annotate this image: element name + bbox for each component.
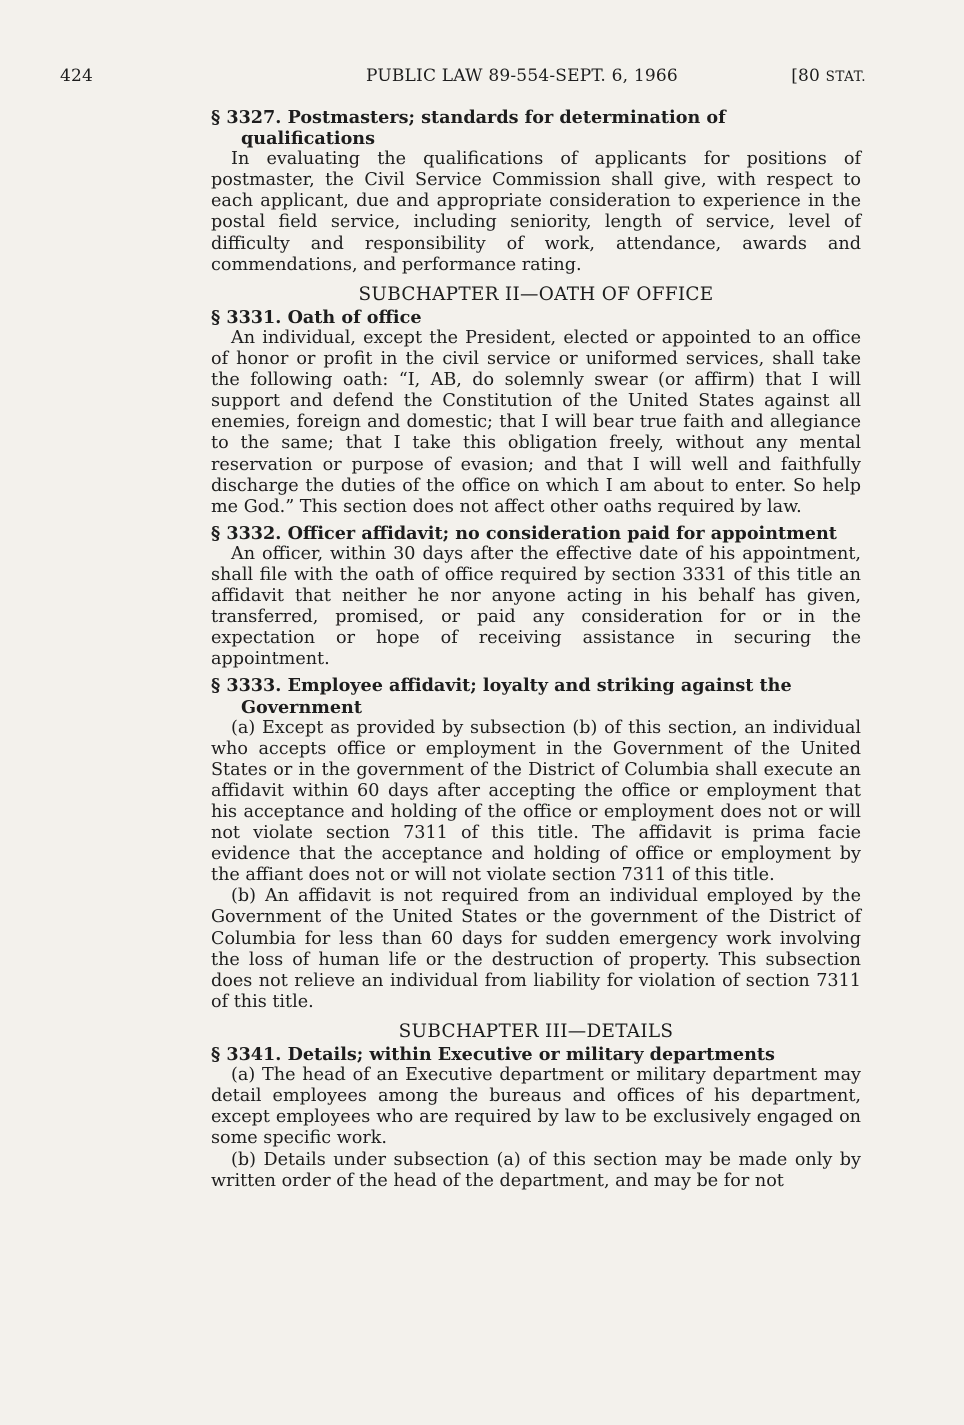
section-title: Postmasters; standards for determination of qualifications [241,107,726,150]
statute-volume: [80 [791,66,826,86]
section-number: § 3332. [211,522,282,544]
section-paragraph: (a) The head of an Executive department or military department may detail employees among the bureaus and offices of his department, except employees who are required by law to be exclusively engaged on some specific work. [211,1065,861,1149]
section-3333 [211,675,861,1013]
page-number: 424 [60,66,94,86]
section-paragraph: (b) Details under subsection (a) of this section may be made only by written order of the head of the department, and may be for not [211,1149,861,1191]
section-3327 [211,107,861,276]
section-title: Oath of office [287,306,422,328]
section-number: § 3331. [211,306,282,328]
section-title: Employee affidavit; loyalty and striking against the Government [241,675,792,718]
section-heading [211,107,861,149]
section-title: Officer affidavit; no consideration paid for appointment [287,522,837,544]
section-heading [211,675,861,717]
statute-reference [791,66,866,86]
running-title: PUBLIC LAW 89-554-SEPT. 6, 1966 [366,66,678,86]
section-paragraph: (b) An affidavit is not required from an individual employed by the Government of the United States or the government of the District of Columbia for less than 60 days for sudden emergency work involving the loss of human life or the destruction of property. This subsection does not relieve an individual from liability for violation of section 7311 of this title. [211,886,861,1012]
statute-label: STAT. [825,69,866,85]
document-body [211,107,861,1192]
section-title: Details; within Executive or military departments [287,1044,775,1066]
section-heading [211,523,861,544]
section-3331 [211,307,861,518]
section-number: § 3341. [211,1044,282,1066]
section-heading [211,307,861,328]
subchapter-heading: SUBCHAPTER II—OATH OF OFFICE [358,283,714,305]
section-paragraph: In evaluating the qualifications of applicants for positions of postmaster, the Civil Service Commission shall give, with respect to each applicant, due and appropriate consideration to experience in the postal field service, including seniority, length of service, level of difficulty and responsibility of work, attendance, awards and commendations, and performance rating. [211,149,861,275]
section-paragraph: (a) Except as provided by subsection (b) of this section, an individual who accepts office or employment in the Government of the United States or in the government of the District of Columbia shall execute an affidavit within 60 days after accepting the office or employment that his acceptance and holding of the office or employment does not or will not violate section 7311 of this title. The affidavit is prima facie evidence that the acceptance and holding of office or employment by the affiant does not or will not violate section 7311 of this title. [211,717,861,886]
section-paragraph: An individual, except the President, elected or appointed to an office of honor or profit in the civil service or uniformed services, shall take the following oath: “I, AB, do solemnly swear (or affirm) that I will support and defend the Constitution of the United States against all enemies, foreign and domestic; that I will bear true faith and allegiance to the same; that I take this obligation freely, without any mental reservation or purpose of evasion; and that I will well and faithfully discharge the duties of the office on which I am about to enter. So help me God.” This section does not affect other oaths required by law. [211,327,861,517]
section-heading [211,1044,861,1065]
section-number: § 3327. [211,107,282,128]
page-header [60,66,866,90]
section-3332 [211,523,861,671]
section-number: § 3333. [211,675,282,697]
section-3341 [211,1044,861,1192]
subchapter-heading: SUBCHAPTER III—DETAILS [398,1020,674,1042]
section-paragraph: An officer, within 30 days after the effective date of his appointment, shall file with the oath of office required by section 3331 of this title an affidavit that neither he nor anyone acting in his behalf has given, transferred, promised, or paid any consideration for or in the expectation or hope of receiving assistance in securing the appointment. [211,543,861,670]
